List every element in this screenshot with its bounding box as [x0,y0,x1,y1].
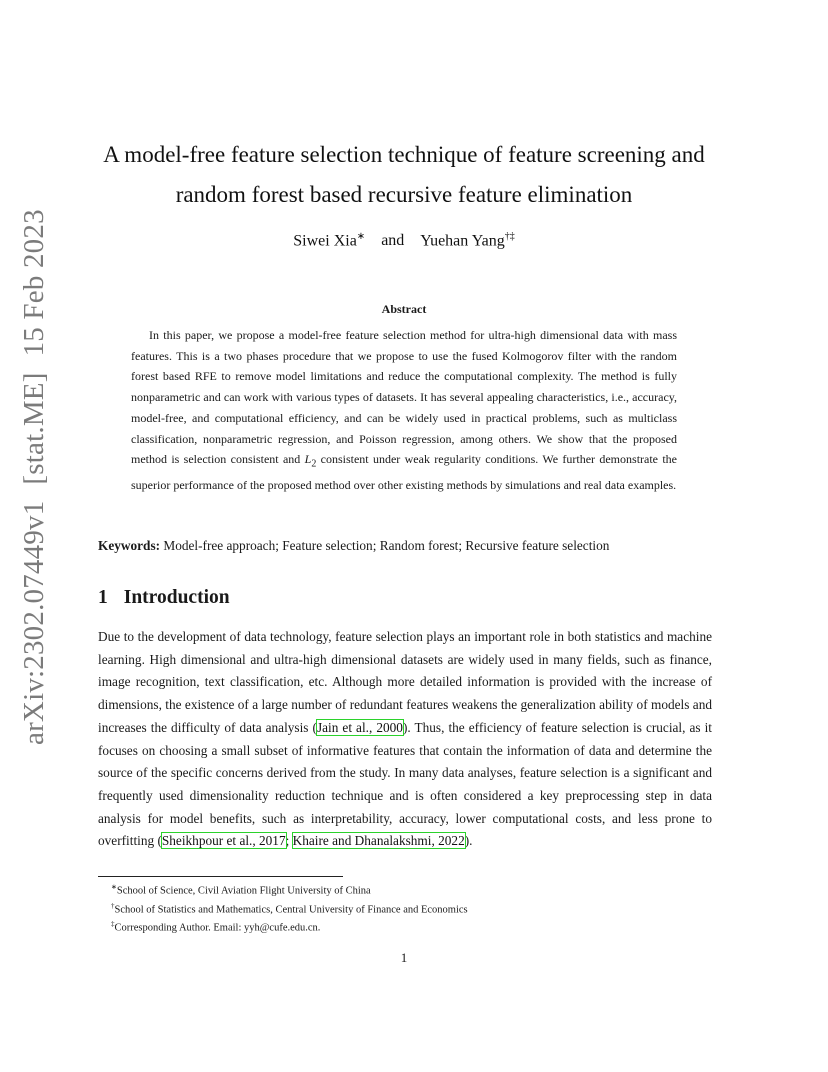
paragraph-text: ). [464,833,473,849]
footnote [111,880,468,899]
keywords-line [98,538,738,554]
arxiv-date: 15 Feb 2023 [18,209,50,357]
footnote-text: Corresponding Author. Email: yyh@cufe.edu.cn. [114,922,321,934]
author-conjunction: and [381,232,405,250]
footnotes [111,880,468,936]
footnote-text: School of Science, Civil Aviation Flight University of China [116,885,371,897]
arxiv-id: arXiv:2302.07449v1 [18,500,50,745]
abstract-text-part: consistent under weak regularity conditions. We further demonstrate the superior performance of the proposed method over other existing methods by simulations and real data examples. [131,452,677,493]
math-subscript: 2 [311,458,317,470]
abstract-heading: Abstract [381,302,427,316]
section-title: Introduction [123,587,230,608]
footnote [111,917,468,936]
citation-separator: ; [285,833,293,849]
citation-link[interactable]: Sheikhpour et al., 2017 [161,833,286,849]
paragraph-text: Due to the development of data technology, feature selection plays an important role in both statistics and machine learning. High dimensional and ultra-high dimensional datasets are widely used in many fields, such as finance, image recognition, text classification, etc. Although more detailed information is provided with the increase of dimensions, the existence of a large number of redundant features weakens the generalization ability of models and increases the difficulty of data analysis ( [98,629,712,735]
title-line-1: A model-free feature selection technique of feature screening and [103,142,705,167]
paragraph-text: ). Thus, the efficiency of feature selection is crucial, as it focuses on choosing a small subset of informative features that contain the information of data and determine the source of the specific concerns derived from the study. In many data analyses, feature selection is a significant and frequently used dimensionality reduction technique and is often considered a key preprocessing step in data analysis for model benefits, such as interpretability, accuracy, lower computational costs, and less prone to overfitting ( [98,719,712,849]
title-line-2: random forest based recursive feature elimination [175,182,633,207]
page-number: 1 [400,950,408,965]
author-list [0,231,808,250]
abstract-text-part: In this paper, we propose a model-free feature selection method for ultra-high dimensional data with mass features. This is a two phases procedure that we propose to use the fused Kolmogorov filter with the random forest based RFE to remove model limitations and reduce the computational complexity. The method is fully nonparametric and can work with various types of datasets. It has several appealing characteristics, i.e., accuracy, model-free, and computational efficiency, and can be widely used in practical problems, such as multiclass classification, nonparametric regression, and Poisson regression, among others. We show that the proposed method is selection consistent and [131,328,677,467]
math-symbol: L [304,452,312,467]
footnote [111,899,468,918]
keywords-text: Model-free approach; Feature selection; Random forest; Recursive feature selection [163,538,610,553]
footnote-mark: ∗ [111,883,117,891]
introduction-paragraph [98,626,712,853]
footnote-mark: † [111,901,115,910]
abstract-text [131,325,677,496]
author-name: Siwei Xia [293,232,357,250]
arxiv-category: [stat.ME] [18,372,50,485]
footnote-mark: ‡ [111,920,115,928]
section-heading [98,587,230,609]
keywords-label: Keywords: [98,538,161,553]
citation-link[interactable]: Jain et al., 2000 [316,719,403,735]
footnote-divider [98,876,343,877]
citation-link[interactable]: Khaire and Dhanalakshmi, 2022 [292,833,465,849]
footnote-text: School of Statistics and Mathematics, Central University of Finance and Economics [114,904,468,915]
section-number: 1 [98,587,108,608]
author-name: Yuehan Yang [420,232,505,250]
author-footnote-mark: †‡ [504,231,515,242]
author-footnote-mark: ∗ [356,231,366,242]
paper-title [60,135,748,215]
arxiv-identifier-stamp [18,209,51,745]
